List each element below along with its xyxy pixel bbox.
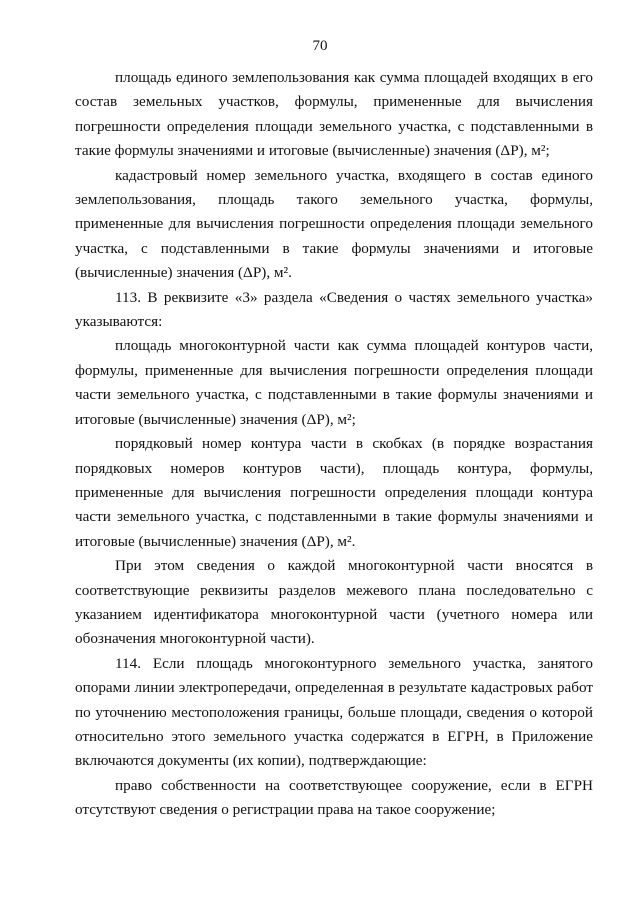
body-text <box>75 66 593 823</box>
paragraph-ownership-right: право собственности на соответствующее сооружение, если в ЕГРН отсутствуют сведения о регистрации права на такое сооружение; <box>75 776 593 819</box>
paragraph-unified-land-use-area: площадь единого землепользования как сумма площадей входящих в его состав земельных участков, формулы, примененные для вычисления погрешности определения площади земельного участка, с подставленными в такие формулы значениями и итоговые (вычисленные) значения (ΔР), м²; <box>75 69 593 160</box>
page-number: 70 <box>312 38 328 54</box>
paragraph-item-114: 114. Если площадь многоконтурного земельного участка, занятого опорами линии электропередачи, определенная в результате кадастровых работ по уточнению местоположения границы, больше площади, сведения о которой относительно этого земельного участка содержатся в ЕГРН, в Приложение включаются документы (их копии), подтверждающие: <box>75 654 593 770</box>
paragraph-cadastral-number: кадастровый номер земельного участка, входящего в состав единого землепользования, площадь такого земельного участка, формулы, примененные для вычисления погрешности определения площади земельного участка, с подставленными в такие формулы значениями и итоговые (вычисленные) значения (ΔР), м². <box>75 166 593 282</box>
paragraph-multicontour-info: При этом сведения о каждой многоконтурной части вносятся в соответствующие реквизиты разделов межевого плана последовательно с указанием идентификатора многоконтурной части (учетного номера или обозначения многоконтурной части). <box>75 557 593 648</box>
paragraph-contour-number: порядковый номер контура части в скобках (в порядке возрастания порядковых номеров контуров части), площадь контура, формулы, примененные для вычисления погрешности определения площади контура части земельного участка, с подставленными в такие формулы значениями и итоговые (вычисленные) значения (ΔР), м². <box>75 435 593 550</box>
paragraph-multicontour-area: площадь многоконтурной части как сумма площадей контуров части, формулы, примененные для вычисления погрешности определения площади части земельного участка, с подставленными в такие формулы значениями и итоговые (вычисленные) значения (ΔР), м²; <box>75 337 593 428</box>
paragraph-item-113: 113. В реквизите «3» раздела «Сведения о частях земельного участка» указываются: <box>75 288 593 331</box>
